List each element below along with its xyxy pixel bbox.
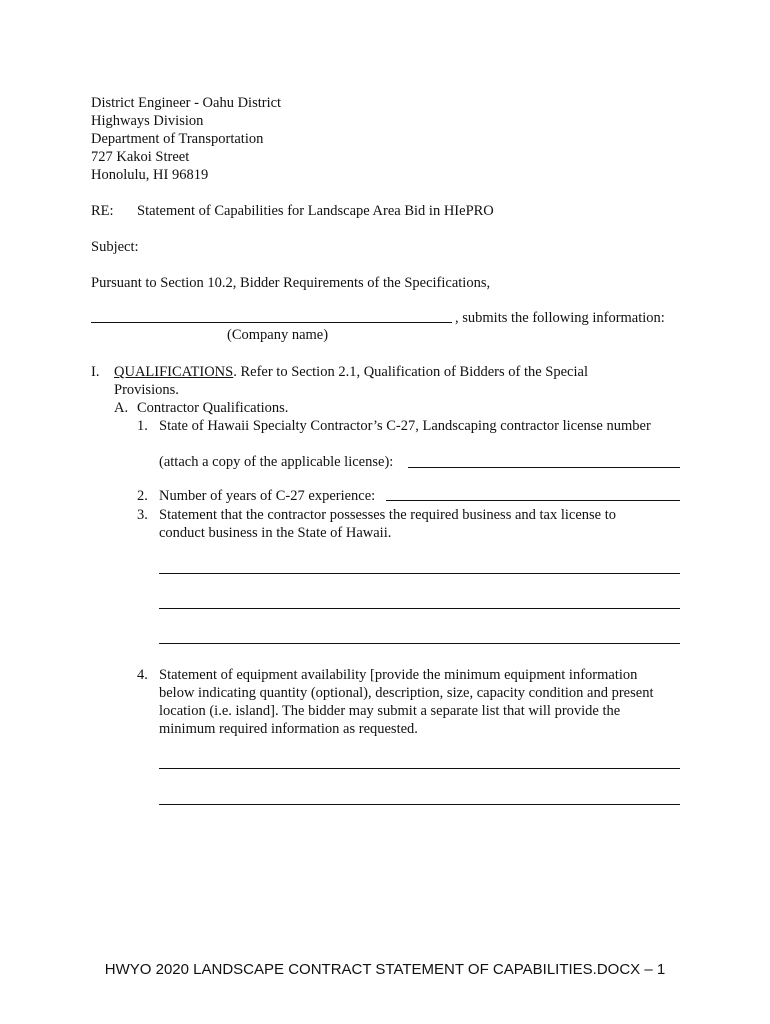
item-3-line-1: Statement that the contractor possesses the required business and tax license to	[159, 507, 617, 523]
section-i-numeral: I.	[91, 364, 100, 380]
equipment-line-2	[159, 804, 680, 805]
item-1-line-1: State of Hawaii Specialty Contractor’s C-27, Landscaping contractor license number	[159, 418, 651, 434]
license-number-line	[408, 467, 680, 468]
sub-a-letter: A.	[114, 400, 129, 416]
item-4-line-4: minimum required information as requested.	[159, 721, 418, 737]
item-1-number: 1.	[137, 418, 148, 434]
business-license-line-3	[159, 643, 680, 644]
item-4-line-3: location (i.e. island]. The bidder may submit a separate list that will provide the	[159, 703, 621, 719]
business-license-line-1	[159, 573, 680, 574]
pursuant-text: Pursuant to Section 10.2, Bidder Requirements of the Specifications,	[91, 275, 491, 291]
years-experience-line	[386, 500, 680, 501]
section-i-title: QUALIFICATIONS	[114, 364, 234, 380]
item-4-line-2: below indicating quantity (optional), description, size, capacity condition and present	[159, 685, 654, 701]
item-3-line-2: conduct business in the State of Hawaii.	[159, 525, 392, 541]
section-i-heading	[114, 363, 588, 381]
section-i-text-1: . Refer to Section 2.1, Qualification of Bidders of the Special	[233, 364, 588, 380]
item-2-number: 2.	[137, 488, 148, 504]
address-line-5: Honolulu, HI 96819	[91, 167, 209, 183]
re-label: RE:	[91, 203, 114, 219]
item-4-number: 4.	[137, 667, 148, 683]
item-3-number: 3.	[137, 507, 148, 523]
address-line-3: Department of Transportation	[91, 131, 264, 147]
equipment-line-1	[159, 768, 680, 769]
address-line-2: Highways Division	[91, 113, 204, 129]
company-name-line	[91, 322, 452, 323]
page-footer: HWYO 2020 LANDSCAPE CONTRACT STATEMENT OF CAPABILITIES.DOCX – 1	[104, 961, 666, 978]
business-license-line-2	[159, 608, 680, 609]
address-line-1: District Engineer - Oahu District	[91, 95, 282, 111]
item-2-label: Number of years of C-27 experience:	[159, 488, 376, 504]
sub-a-title: Contractor Qualifications.	[137, 400, 289, 416]
section-i-text-2: Provisions.	[114, 382, 179, 398]
re-text: Statement of Capabilities for Landscape Area Bid in HIePRO	[137, 203, 494, 219]
item-1-line-2: (attach a copy of the applicable license):	[159, 454, 394, 470]
company-suffix: , submits the following information:	[455, 310, 665, 326]
subject-label: Subject:	[91, 239, 139, 255]
item-4-line-1: Statement of equipment availability [provide the minimum equipment information	[159, 667, 638, 683]
address-line-4: 727 Kakoi Street	[91, 149, 190, 165]
company-caption: (Company name)	[227, 327, 329, 343]
